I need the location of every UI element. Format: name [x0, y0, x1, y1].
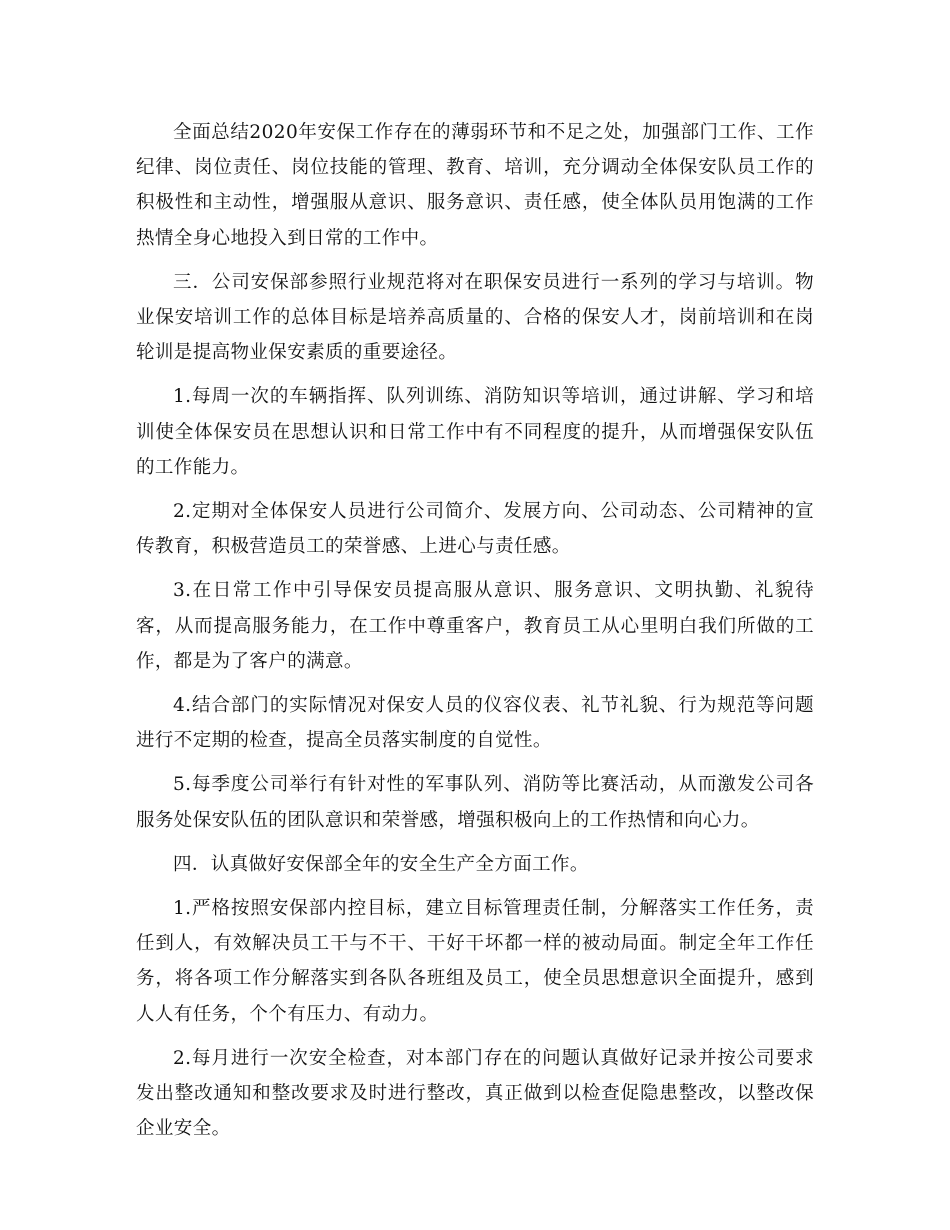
- paragraph-section-four-item-1: 1.严格按照安保部内控目标，建立目标管理责任制，分解落实工作任务，责任到人，有效解决员工干与不干、干好干坏都一样的被动局面。制定全年工作任务，将各项工作分解落实到各队各班组及员工，使全员思想意识全面提升，感到人人有任务，个个有压力、有动力。: [136, 898, 814, 1025]
- paragraph-section-four: 四．认真做好安保部全年的安全生产全方面工作。: [173, 853, 589, 875]
- document-body: [136, 115, 814, 1155]
- paragraph-section-four-item-2: 2.每月进行一次安全检查，对本部门存在的问题认真做好记录并按公司要求发出整改通知和整改要求及时进行整改，真正做到以检查促隐患整改，以整改保企业安全。: [136, 1047, 814, 1140]
- paragraph-summary: 全面总结2020年安保工作存在的薄弱环节和不足之处，加强部门工作、工作纪律、岗位责任、岗位技能的管理、教育、培训，充分调动全体保安队员工作的积极性和主动性，增强服从意识、服务意识、责任感，使全体队员用饱满的工作热情全身心地投入到日常的工作中。: [136, 122, 814, 249]
- paragraph-item-1: 1.每周一次的车辆指挥、队列训练、消防知识等培训，通过讲解、学习和培训使全体保安员在思想认识和日常工作中有不同程度的提升，从而增强保安队伍的工作能力。: [136, 386, 814, 478]
- paragraph-item-4: 4.结合部门的实际情况对保安人员的仪容仪表、礼节礼貌、行为规范等问题进行不定期的检查，提高全员落实制度的自觉性。: [136, 695, 814, 752]
- paragraph-section-three: 三．公司安保部参照行业规范将对在职保安员进行一系列的学习与培训。物业保安培训工作的总体目标是培养高质量的、合格的保安人才，岗前培训和在岗轮训是提高物业保安素质的重要途径。: [136, 271, 814, 364]
- paragraph-item-3: 3.在日常工作中引导保安员提高服从意识、服务意识、文明执勤、礼貌待客，从而提高服务能力，在工作中尊重客户，教育员工从心里明白我们所做的工作，都是为了客户的满意。: [136, 580, 814, 672]
- paragraph-item-2: 2.定期对全体保安人员进行公司简介、发展方向、公司动态、公司精神的宣传教育，积极营造员工的荣誉感、上进心与责任感。: [136, 501, 814, 558]
- paragraph-item-5: 5.每季度公司举行有针对性的军事队列、消防等比赛活动，从而激发公司各服务处保安队伍的团队意识和荣誉感，增强积极向上的工作热情和向心力。: [136, 774, 814, 831]
